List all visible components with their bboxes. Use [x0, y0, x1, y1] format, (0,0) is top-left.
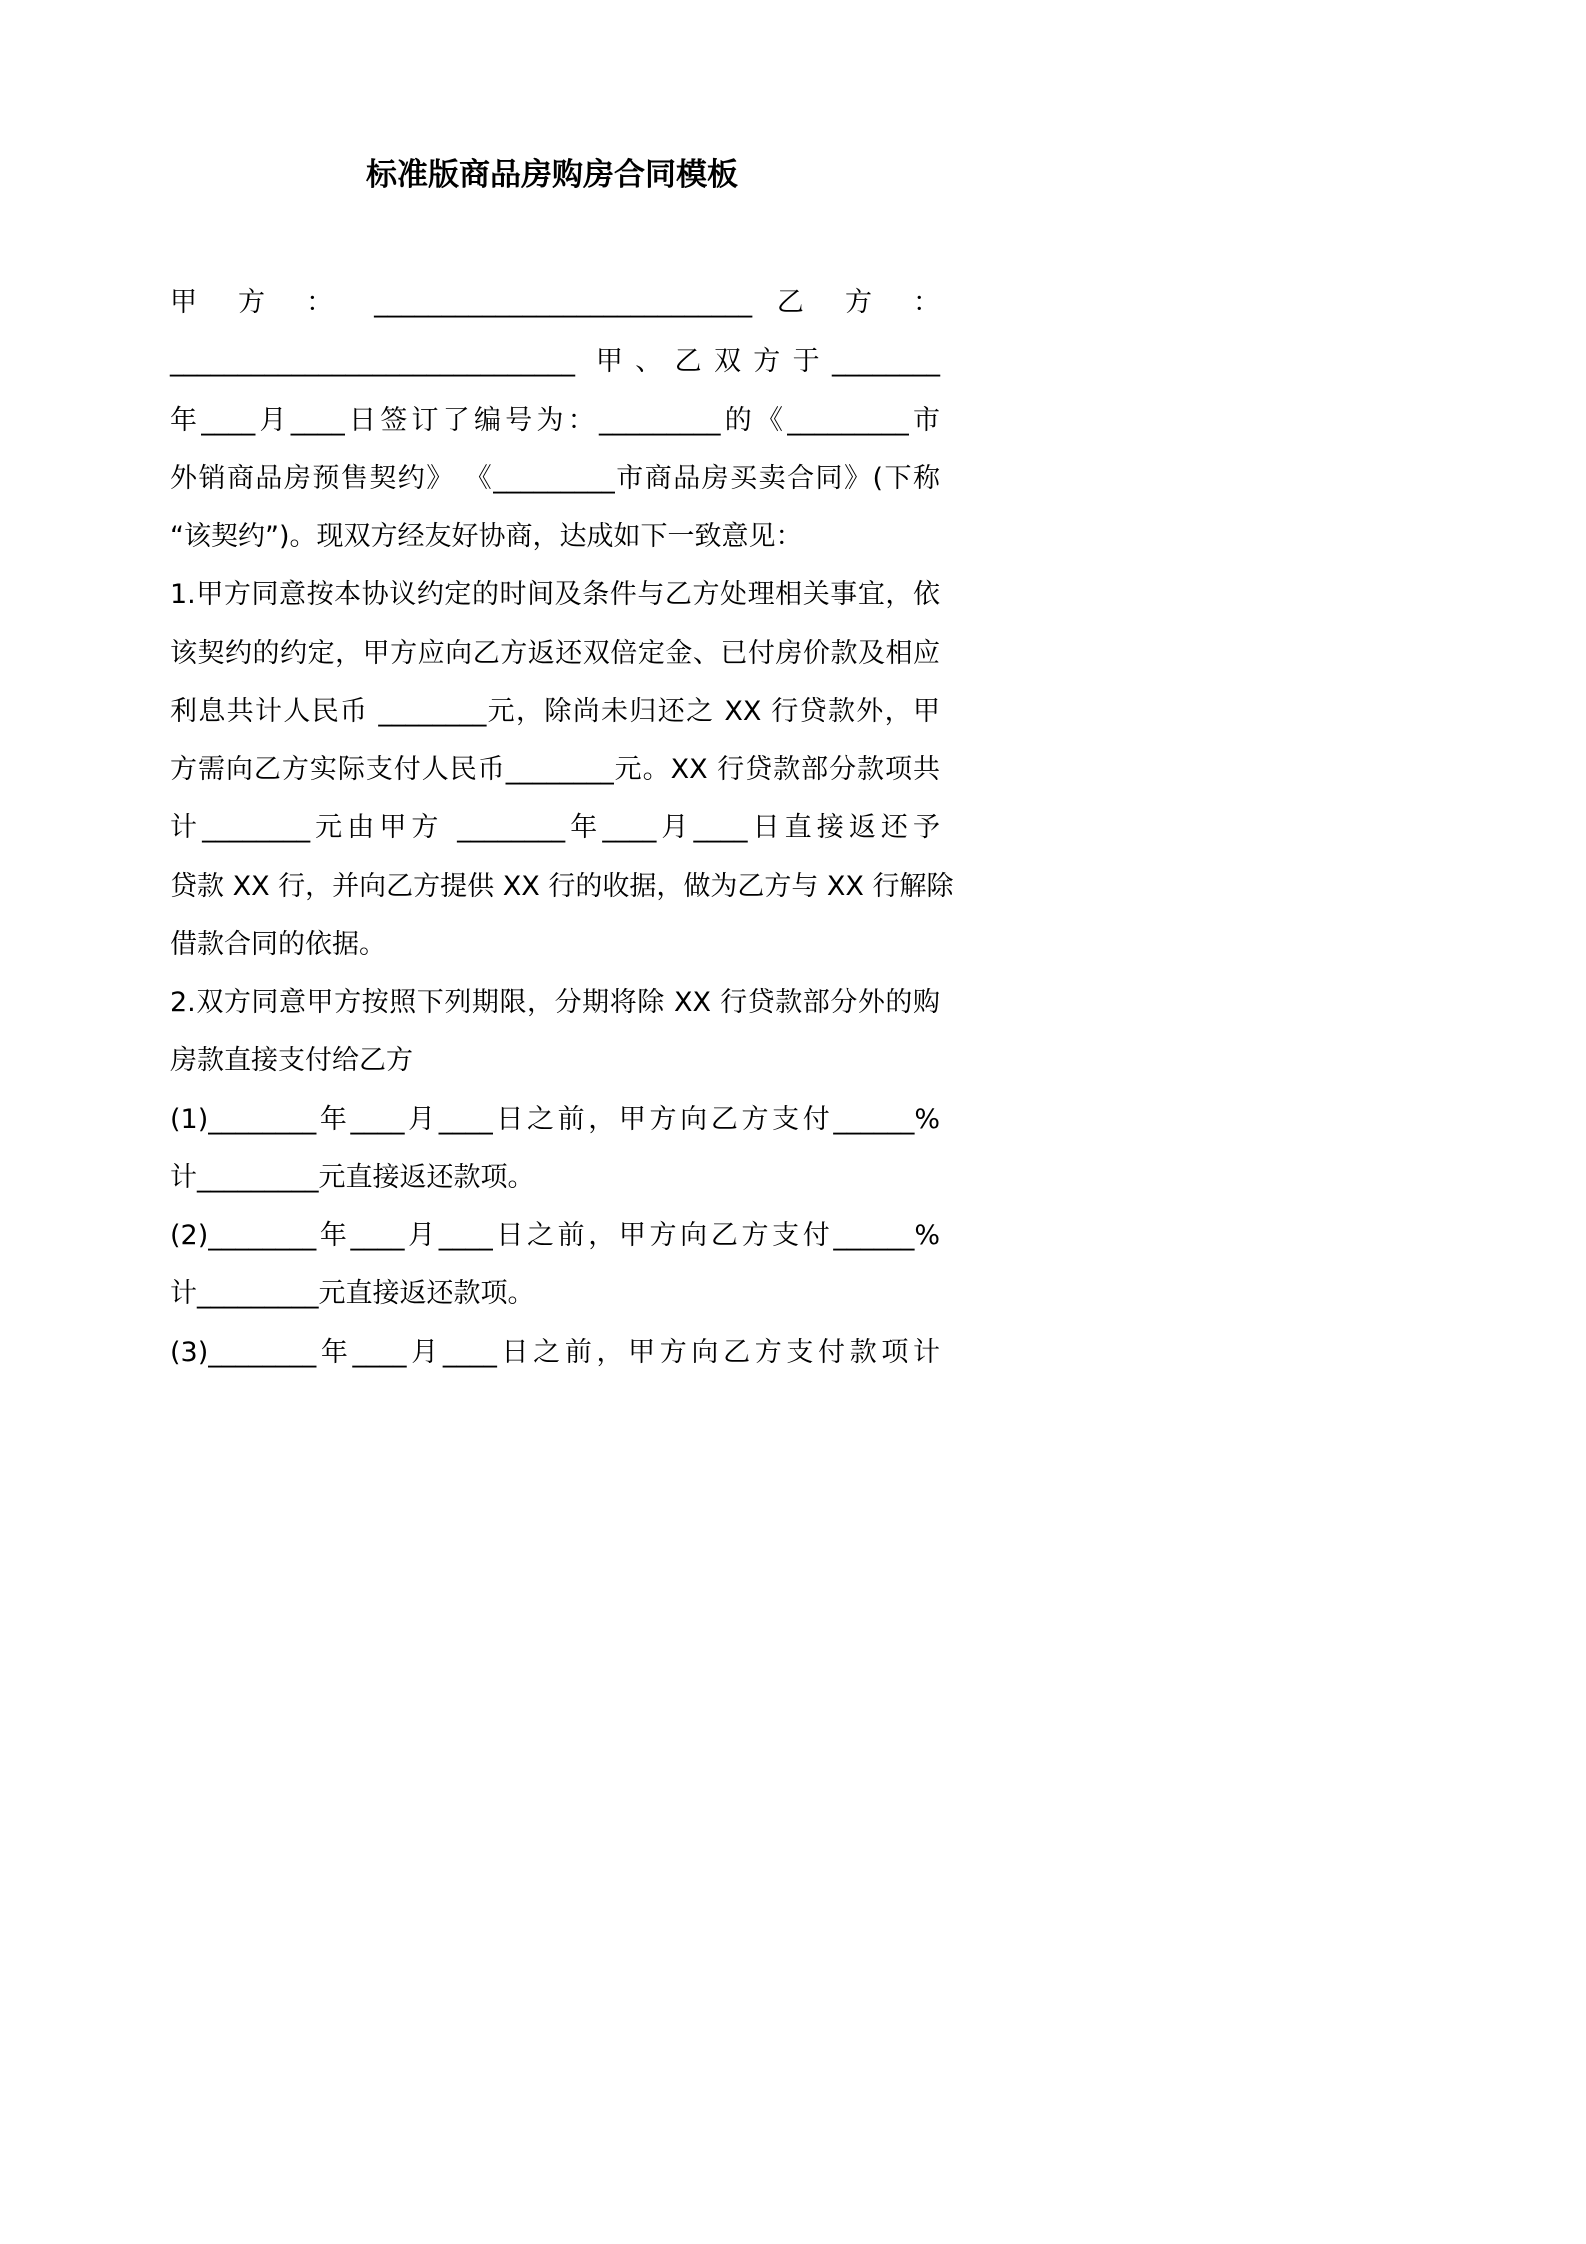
party-line-continued: ______________________________ 甲、乙双方于________ [170, 346, 940, 377]
clause-1-line: 借款合同的依据。 [170, 929, 386, 960]
party-line: 甲 方 ： ____________________________ 乙 方 ： [170, 287, 940, 318]
clause-1-line: 贷款 XX 行，并向乙方提供 XX 行的收据，做为乙方与 XX 行解除 [170, 871, 954, 902]
clause-1-line: 计________元由甲方 ________年____月____日直接返还予 [170, 812, 940, 843]
clause-1-line: 1.甲方同意按本协议约定的时间及条件与乙方处理相关事宜，依 [170, 579, 940, 610]
body-line: “该契约”)。现双方经友好协商，达成如下一致意见： [170, 521, 803, 552]
body-line: 外销商品房预售契约》 《_________市商品房买卖合同》(下称 [170, 463, 940, 494]
clause-2-line: 房款直接支付给乙方 [170, 1045, 413, 1076]
clause-2-line: 2.双方同意甲方按照下列期限，分期将除 XX 行贷款部分外的购 [170, 987, 940, 1018]
installment-2-line: (2)________年____月____日之前，甲方向乙方支付______% [170, 1220, 940, 1251]
body-line: 年____月____日签订了编号为：_________的《_________市 [170, 405, 940, 436]
document-title: 标准版商品房购房合同模板 [366, 157, 738, 193]
installment-3-line: (3)________年____月____日之前，甲方向乙方支付款项计 [170, 1337, 940, 1368]
clause-1-line: 该契约的约定，甲方应向乙方返还双倍定金、已付房价款及相应 [170, 638, 940, 669]
document-page [0, 0, 1104, 1562]
clause-1-line: 方需向乙方实际支付人民币________元。XX 行贷款部分款项共 [170, 754, 940, 785]
installment-1-line: 计_________元直接返还款项。 [170, 1162, 535, 1193]
installment-1-line: (1)________年____月____日之前，甲方向乙方支付______% [170, 1104, 940, 1135]
installment-2-line: 计_________元直接返还款项。 [170, 1278, 535, 1309]
clause-1-line: 利息共计人民币 ________元，除尚未归还之 XX 行贷款外，甲 [170, 696, 940, 727]
